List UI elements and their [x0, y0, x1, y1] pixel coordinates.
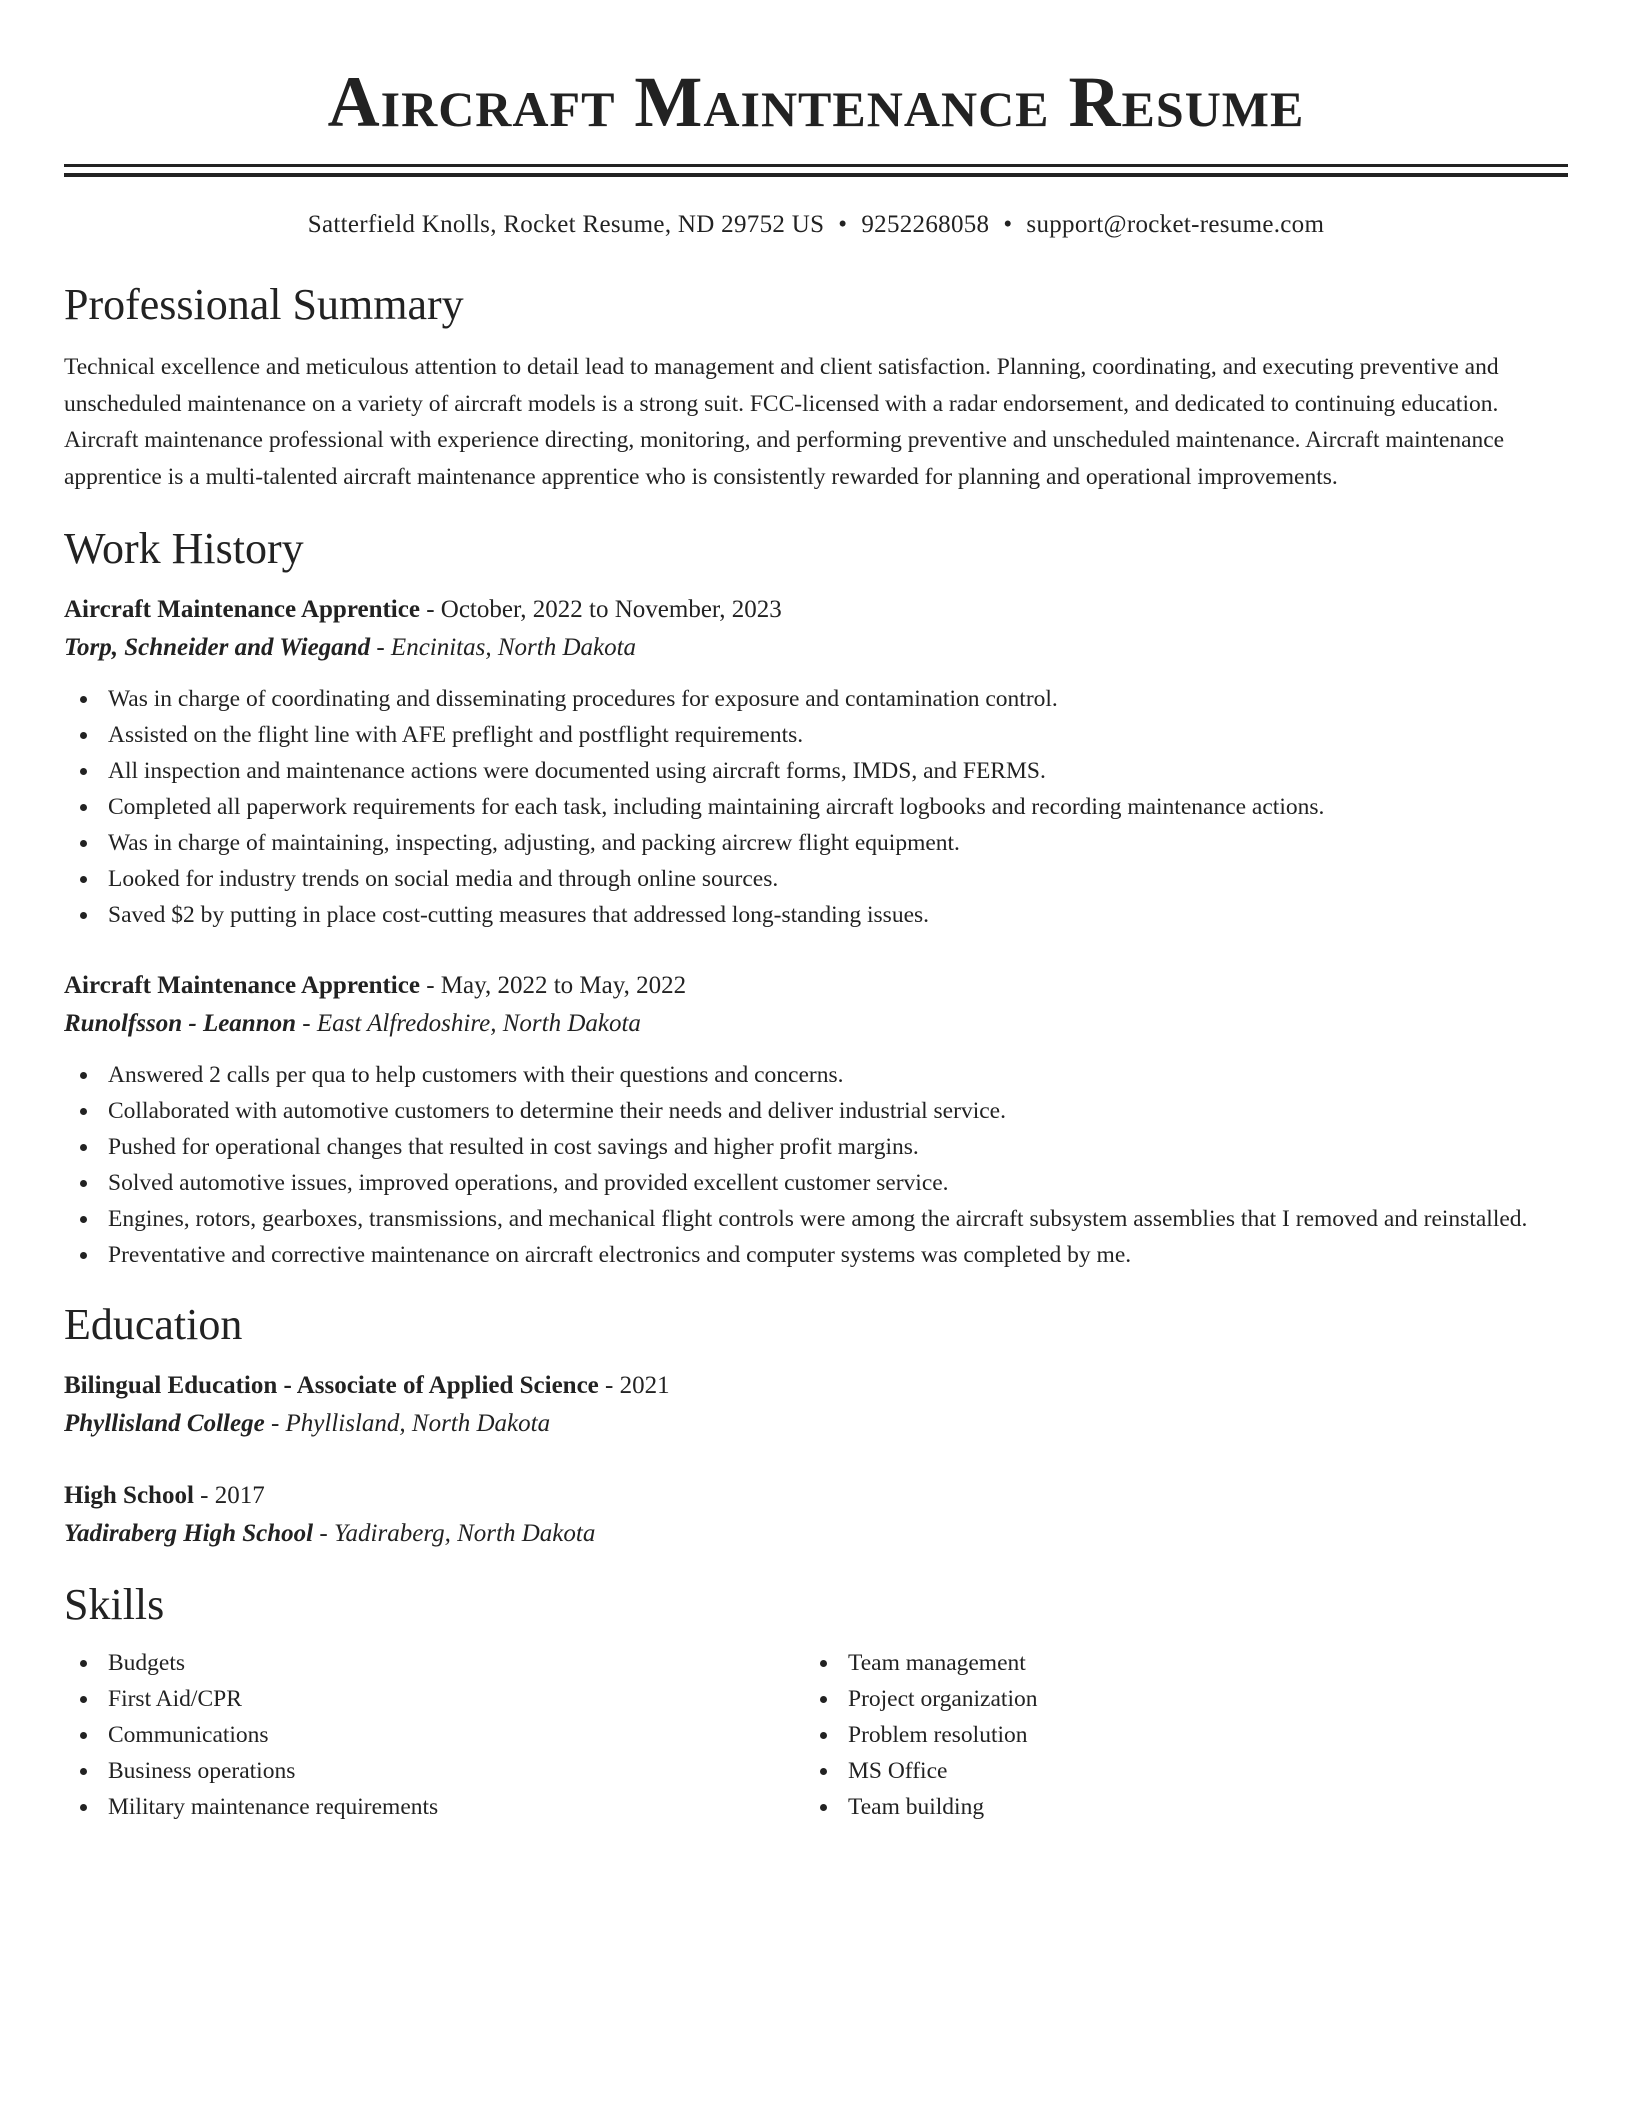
skill-item: Team management [804, 1645, 1544, 1681]
degree-line [64, 1477, 1568, 1515]
skill-item: Project organization [804, 1681, 1544, 1717]
list-item: Engines, rotors, gearboxes, transmissions, and mechanical flight controls were among the aircraft subsystem assemblies that I removed and reinstalled. [64, 1201, 1568, 1237]
job-dates: - May, 2022 to May, 2022 [419, 972, 687, 999]
job-company-line [64, 1005, 1568, 1043]
skill-item: Budgets [64, 1645, 804, 1681]
list-item: Saved $2 by putting in place cost-cutting measures that addressed long-standing issues. [64, 897, 1568, 933]
degree-line [64, 1367, 1568, 1405]
job-location: - Encinitas, North Dakota [370, 634, 637, 661]
summary-heading: Professional Summary [64, 280, 464, 329]
education-entry [64, 1367, 1568, 1443]
job-dates: - October, 2022 to November, 2023 [419, 596, 782, 623]
contact-line [64, 211, 1568, 239]
contact-separator: • [838, 211, 848, 238]
list-item: Collaborated with automotive customers to determine their needs and deliver industrial service. [64, 1093, 1568, 1129]
job-title-line [64, 967, 1568, 1005]
job-company: Runolfsson - Leannon [64, 1010, 297, 1037]
education-entry [64, 1477, 1568, 1553]
list-item: Was in charge of maintaining, inspecting, adjusting, and packing aircrew flight equipment. [64, 825, 1568, 861]
summary-text: Technical excellence and meticulous attention to detail lead to management and client satisfaction. Planning, coordinating, and executing preventive and unscheduled maintenance on a variety of aircraft models is a strong suit. FCC-licensed with a radar endorsement, and dedicated to continuing education. Aircraft maintenance professional with experience directing, monitoring, and performing preventive and unscheduled maintenance. Aircraft maintenance apprentice is a multi-talented aircraft maintenance apprentice who is consistently rewarded for planning and operational improvements. [64, 354, 1505, 490]
job-title: Aircraft Maintenance Apprentice [64, 972, 420, 999]
skill-item: Communications [64, 1717, 804, 1753]
school-name: Phyllisland College [64, 1410, 265, 1437]
skills-list-right [804, 1645, 1544, 1825]
job-company: Torp, Schneider and Wiegand [64, 634, 371, 661]
skill-item: Problem resolution [804, 1717, 1544, 1753]
skill-item: Business operations [64, 1753, 804, 1789]
graduation-year: - 2017 [193, 1482, 265, 1509]
job-company-line [64, 629, 1568, 667]
school-location: - Yadiraberg, North Dakota [313, 1520, 596, 1547]
list-item: Preventative and corrective maintenance on aircraft electronics and computer systems was completed by me. [64, 1237, 1568, 1273]
resume-title: Aircraft Maintenance Resume [327, 62, 1305, 142]
degree: High School [64, 1482, 194, 1509]
skills-list-left [64, 1645, 804, 1825]
education-heading: Education [64, 1300, 243, 1349]
school-line [64, 1515, 1568, 1553]
job-location: - East Alfredoshire, North Dakota [296, 1010, 641, 1037]
list-item: Answered 2 calls per qua to help customers with their questions and concerns. [64, 1057, 1568, 1093]
job-title-line [64, 591, 1568, 629]
skills-grid [64, 1645, 1568, 1825]
job-title: Aircraft Maintenance Apprentice [64, 596, 420, 623]
contact-email: support@rocket-resume.com [1026, 211, 1325, 238]
list-item: All inspection and maintenance actions were documented using aircraft forms, IMDS, and FERMS. [64, 753, 1568, 789]
list-item: Looked for industry trends on social media and through online sources. [64, 861, 1568, 897]
list-item: Completed all paperwork requirements for each task, including maintaining aircraft logbooks and recording maintenance actions. [64, 789, 1568, 825]
work-history-heading: Work History [64, 524, 304, 573]
job-entry [64, 591, 1568, 933]
school-line [64, 1405, 1568, 1443]
contact-phone: 9252268058 [861, 211, 990, 238]
skill-item: Team building [804, 1789, 1544, 1825]
title-divider-bottom [64, 173, 1568, 177]
skill-item: Military maintenance requirements [64, 1789, 804, 1825]
contact-address: Satterfield Knolls, Rocket Resume, ND 29752 US [307, 211, 825, 238]
school-location: - Phyllisland, North Dakota [264, 1410, 551, 1437]
degree: Bilingual Education - Associate of Applied Science [64, 1372, 599, 1399]
list-item: Assisted on the flight line with AFE preflight and postflight requirements. [64, 717, 1568, 753]
list-item: Solved automotive issues, improved operations, and provided excellent customer service. [64, 1165, 1568, 1201]
school-name: Yadiraberg High School [64, 1520, 314, 1547]
list-item: Pushed for operational changes that resulted in cost savings and higher profit margins. [64, 1129, 1568, 1165]
title-divider-top [64, 164, 1568, 167]
job-duties-list [64, 681, 1568, 933]
list-item: Was in charge of coordinating and disseminating procedures for exposure and contamination control. [64, 681, 1568, 717]
skills-heading: Skills [64, 1580, 165, 1629]
skill-item: First Aid/CPR [64, 1681, 804, 1717]
job-duties-list [64, 1057, 1568, 1273]
contact-separator: • [1003, 211, 1013, 238]
skill-item: MS Office [804, 1753, 1544, 1789]
graduation-year: - 2021 [598, 1372, 670, 1399]
job-entry [64, 967, 1568, 1273]
